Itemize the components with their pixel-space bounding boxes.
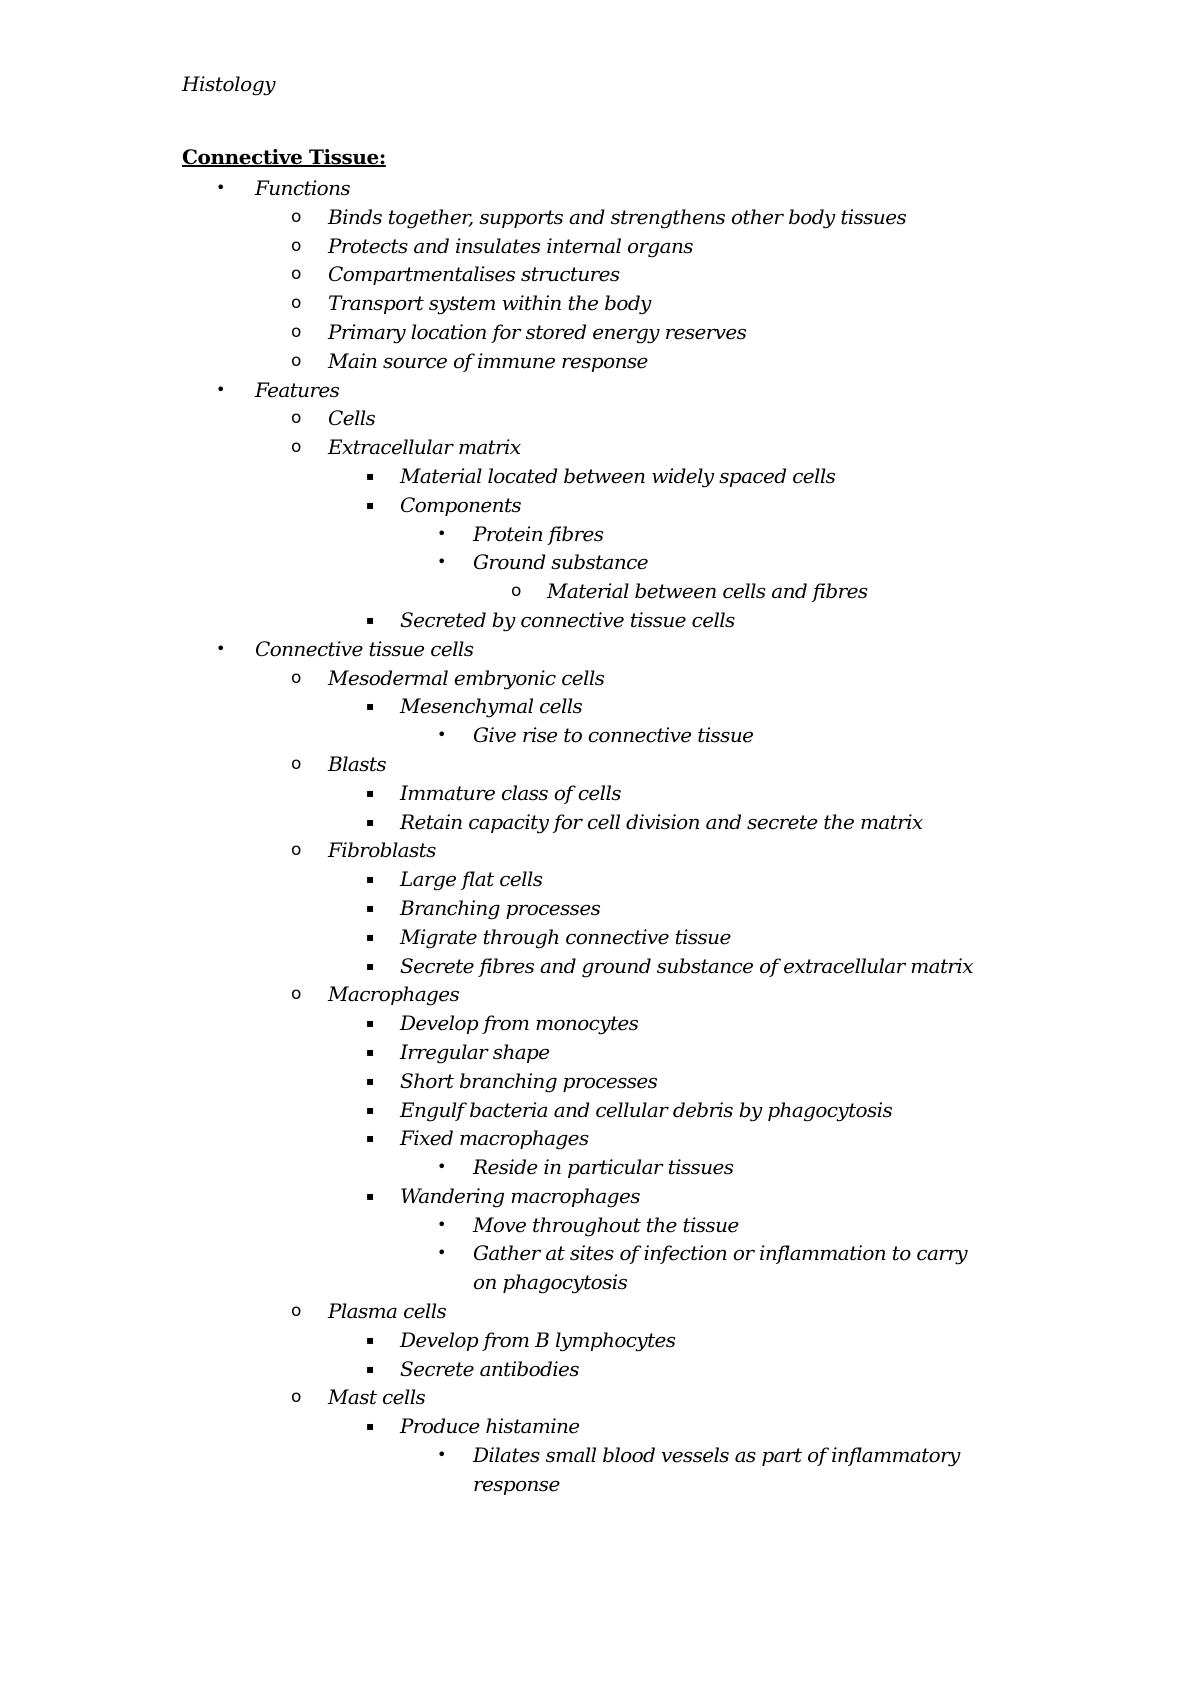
list-item-text: Primary location for stored energy reserves <box>328 319 747 344</box>
list-item-text: Short branching processes <box>400 1068 658 1093</box>
list-item-level-3 <box>0 1355 1200 1384</box>
list-item-level-2 <box>0 980 1200 1009</box>
list-item-level-4 <box>0 1153 1200 1182</box>
list-item-text: Mesodermal embryonic cells <box>328 665 605 690</box>
square-bullet-icon: ▪ <box>366 1419 375 1434</box>
list-item-text: Main source of immune response <box>328 348 648 373</box>
list-item-level-2 <box>0 232 1200 261</box>
list-item-text: Protects and insulates internal organs <box>328 233 693 258</box>
list-item-level-3 <box>0 1326 1200 1355</box>
list-item-text: Material located between widely spaced cells <box>400 463 836 488</box>
square-bullet-icon: ▪ <box>366 612 375 627</box>
list-item-text: Mesenchymal cells <box>400 694 583 719</box>
circle-bullet-icon: o <box>291 1387 302 1408</box>
list-item-text: Cells <box>328 406 376 431</box>
list-item-level-3 <box>0 1124 1200 1153</box>
list-item-level-3 <box>0 808 1200 837</box>
circle-bullet-icon: o <box>291 984 302 1005</box>
circle-bullet-icon: o <box>291 840 302 861</box>
bullet-icon: • <box>437 552 447 572</box>
list-item-text: Functions <box>255 176 351 200</box>
list-item-text: Components <box>400 492 522 517</box>
list-item-text: Gather at sites of infection or inflammation to carry <box>473 1241 967 1266</box>
bullet-icon: • <box>437 1157 447 1177</box>
square-bullet-icon: ▪ <box>366 1332 375 1347</box>
list-item-text: Fixed macrophages <box>400 1126 589 1151</box>
list-item-text: Migrate through connective tissue <box>400 924 731 949</box>
list-item-level-2 <box>0 433 1200 462</box>
list-item-level-2 <box>0 1383 1200 1412</box>
list-item-text: Retain capacity for cell division and secrete the matrix <box>400 809 923 834</box>
square-bullet-icon: ▪ <box>366 497 375 512</box>
circle-bullet-icon: o <box>291 235 302 256</box>
circle-bullet-icon: o <box>291 408 302 429</box>
list-item-level-1 <box>0 174 1200 203</box>
list-item-continuation <box>0 1268 1200 1297</box>
outline-list <box>0 174 1200 1499</box>
list-item-level-3 <box>0 491 1200 520</box>
list-item-text: Compartmentalises structures <box>328 262 620 287</box>
list-item-level-3 <box>0 1009 1200 1038</box>
list-item-text: Immature class of cells <box>400 780 621 805</box>
list-item-text: Material between cells and fibres <box>547 579 868 604</box>
circle-bullet-icon: o <box>291 293 302 314</box>
square-bullet-icon: ▪ <box>366 1361 375 1376</box>
list-item-text: Irregular shape <box>400 1039 550 1064</box>
list-item-level-4 <box>0 520 1200 549</box>
list-item-text: Engulf bacteria and cellular debris by phagocytosis <box>400 1097 893 1122</box>
list-item-text: Fibroblasts <box>328 838 436 863</box>
square-bullet-icon: ▪ <box>366 1044 375 1059</box>
bullet-icon: • <box>216 379 226 399</box>
circle-bullet-icon: o <box>291 321 302 342</box>
list-item-level-3 <box>0 779 1200 808</box>
list-item-text: Plasma cells <box>328 1299 447 1324</box>
bullet-icon: • <box>437 1243 447 1263</box>
list-item-text: Mast cells <box>328 1385 426 1410</box>
list-item-text: Wandering macrophages <box>400 1183 640 1208</box>
bullet-icon: • <box>437 725 447 745</box>
list-item-level-2 <box>0 404 1200 433</box>
list-item-text: Secrete fibres and ground substance of extracellular matrix <box>400 953 973 978</box>
list-item-level-3 <box>0 952 1200 981</box>
list-item-text: Ground substance <box>473 550 648 575</box>
list-item-level-3 <box>0 462 1200 491</box>
list-item-level-2 <box>0 836 1200 865</box>
circle-bullet-icon: o <box>291 1301 302 1322</box>
list-item-text: Protein fibres <box>473 521 604 546</box>
list-item-level-2 <box>0 750 1200 779</box>
list-item-level-2 <box>0 318 1200 347</box>
circle-bullet-icon: o <box>291 350 302 371</box>
circle-bullet-icon: o <box>291 437 302 458</box>
list-item-text: Blasts <box>328 751 386 776</box>
list-item-text: Secrete antibodies <box>400 1356 579 1381</box>
square-bullet-icon: ▪ <box>366 1131 375 1146</box>
list-item-level-2 <box>0 289 1200 318</box>
list-item-level-3 <box>0 1412 1200 1441</box>
list-item-level-2 <box>0 1297 1200 1326</box>
square-bullet-icon: ▪ <box>366 814 375 829</box>
list-item-text: Secreted by connective tissue cells <box>400 607 735 632</box>
square-bullet-icon: ▪ <box>366 785 375 800</box>
list-item-text: Reside in particular tissues <box>473 1155 734 1180</box>
list-item-text: Branching processes <box>400 895 601 920</box>
list-item-text: Binds together, supports and strengthens other body tissues <box>328 204 907 229</box>
list-item-continuation <box>0 1470 1200 1499</box>
list-item-level-2 <box>0 203 1200 232</box>
list-item-level-3 <box>0 1067 1200 1096</box>
list-item-text: Develop from monocytes <box>400 1011 639 1036</box>
list-item-level-2 <box>0 260 1200 289</box>
list-item-text: Features <box>255 377 340 402</box>
list-item-level-3 <box>0 894 1200 923</box>
list-item-level-3 <box>0 923 1200 952</box>
list-item-text: Connective tissue cells <box>255 636 474 661</box>
circle-bullet-icon: o <box>291 753 302 774</box>
square-bullet-icon: ▪ <box>366 872 375 887</box>
square-bullet-icon: ▪ <box>366 1188 375 1203</box>
list-item-level-5 <box>0 577 1200 606</box>
bullet-icon: • <box>216 178 226 197</box>
circle-bullet-icon: o <box>291 667 302 688</box>
square-bullet-icon: ▪ <box>366 699 375 714</box>
list-item-text: Dilates small blood vessels as part of inflammatory <box>473 1443 960 1468</box>
square-bullet-icon: ▪ <box>366 1073 375 1088</box>
list-item-level-1 <box>0 635 1200 664</box>
list-item-level-3 <box>0 1096 1200 1125</box>
square-bullet-icon: ▪ <box>366 929 375 944</box>
list-item-level-3 <box>0 1182 1200 1211</box>
list-item-level-4 <box>0 721 1200 750</box>
list-item-text: on phagocytosis <box>473 1270 628 1295</box>
list-item-text: Macrophages <box>328 982 460 1007</box>
list-item-text: Transport system within the body <box>328 291 651 316</box>
list-item-text: Move throughout the tissue <box>473 1212 739 1237</box>
list-item-text: Large flat cells <box>400 867 543 892</box>
list-item-level-4 <box>0 1441 1200 1470</box>
bullet-icon: • <box>437 523 447 543</box>
list-item-level-4 <box>0 1211 1200 1240</box>
list-item-text: Produce histamine <box>400 1414 580 1439</box>
bullet-icon: • <box>216 638 226 658</box>
list-item-text: Develop from B lymphocytes <box>400 1327 676 1352</box>
circle-bullet-icon: o <box>511 581 522 602</box>
list-item-text: Extracellular matrix <box>328 435 521 460</box>
square-bullet-icon: ▪ <box>366 958 375 973</box>
square-bullet-icon: ▪ <box>366 1102 375 1117</box>
square-bullet-icon: ▪ <box>366 1016 375 1031</box>
circle-bullet-icon: o <box>291 206 302 227</box>
list-item-level-2 <box>0 664 1200 693</box>
square-bullet-icon: ▪ <box>366 468 375 483</box>
list-item-level-2 <box>0 347 1200 376</box>
square-bullet-icon: ▪ <box>366 900 375 915</box>
list-item-level-3 <box>0 692 1200 721</box>
list-item-level-1 <box>0 376 1200 405</box>
bullet-icon: • <box>437 1214 447 1234</box>
list-item-level-3 <box>0 865 1200 894</box>
header-title: Histology <box>182 72 276 96</box>
section-heading: Connective Tissue: <box>182 145 386 169</box>
list-item-level-4 <box>0 1239 1200 1268</box>
list-item-level-3 <box>0 1038 1200 1067</box>
list-item-level-3 <box>0 606 1200 635</box>
circle-bullet-icon: o <box>291 264 302 285</box>
list-item-text: response <box>473 1471 560 1496</box>
list-item-level-4 <box>0 548 1200 577</box>
bullet-icon: • <box>437 1445 447 1465</box>
list-item-text: Give rise to connective tissue <box>473 723 754 748</box>
